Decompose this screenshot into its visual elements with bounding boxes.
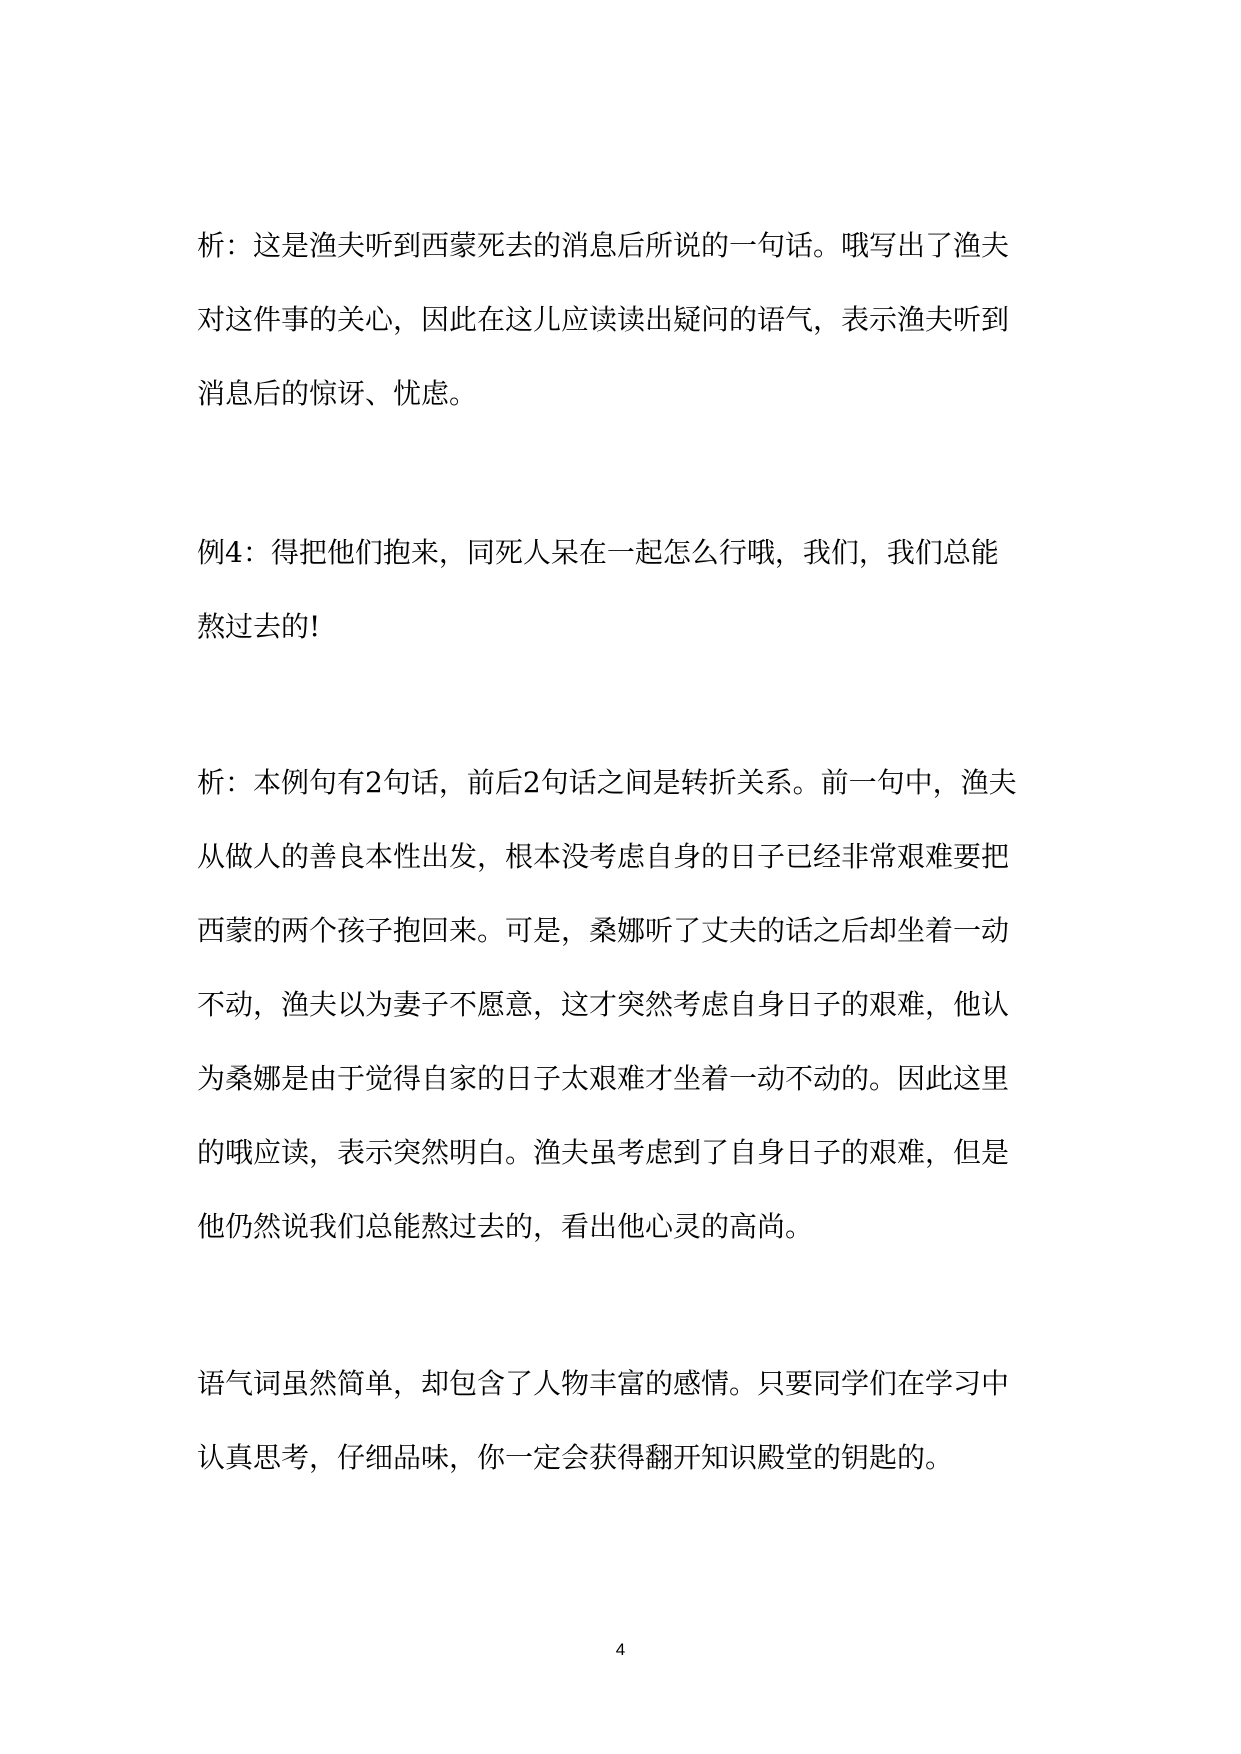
paragraph-line: 不动，渔夫以为妻子不愿意，这才突然考虑自身日子的艰难，他认 (197, 988, 1010, 1021)
paragraph-line: 他仍然说我们总能熬过去的，看出他心灵的高尚。 (197, 1210, 814, 1243)
paragraph-analysis-3 (197, 209, 1047, 431)
paragraph-line: 对这件事的关心，因此在这儿应读读出疑问的语气，表示渔夫听到 (197, 303, 1010, 336)
paragraph-line: 西蒙的两个孩子抱回来。可是，桑娜听了丈夫的话之后却坐着一动 (197, 914, 1010, 947)
paragraph-line: 认真思考，仔细品味，你一定会获得翻开知识殿堂的钥匙的。 (197, 1441, 954, 1474)
paragraph-analysis-4 (197, 746, 1047, 1264)
paragraph-line: 消息后的惊讶、忧虑。 (197, 377, 478, 410)
paragraph-line: 语气词虽然简单，却包含了人物丰富的感情。只要同学们在学习中 (197, 1367, 1010, 1400)
paragraph-line: 的哦应读，表示突然明白。渔夫虽考虑到了自身日子的艰难，但是 (197, 1136, 1010, 1169)
paragraph-example-4 (197, 516, 1047, 664)
paragraph-line: 从做人的善良本性出发，根本没考虑自身的日子已经非常艰难要把 (197, 840, 1010, 873)
paragraph-line: 熬过去的! (197, 610, 321, 643)
paragraph-line: 析：这是渔夫听到西蒙死去的消息后所说的一句话。哦写出了渔夫 (197, 229, 1010, 262)
page-number: 4 (615, 1640, 626, 1659)
paragraph-line: 析：本例句有2句话，前后2句话之间是转折关系。前一句中，渔夫 (197, 766, 1017, 799)
paragraph-line: 为桑娜是由于觉得自家的日子太艰难才坐着一动不动的。因此这里 (197, 1062, 1010, 1095)
paragraph-line: 例4：得把他们抱来，同死人呆在一起怎么行哦，我们，我们总能 (197, 536, 999, 569)
paragraph-conclusion (197, 1347, 1047, 1495)
